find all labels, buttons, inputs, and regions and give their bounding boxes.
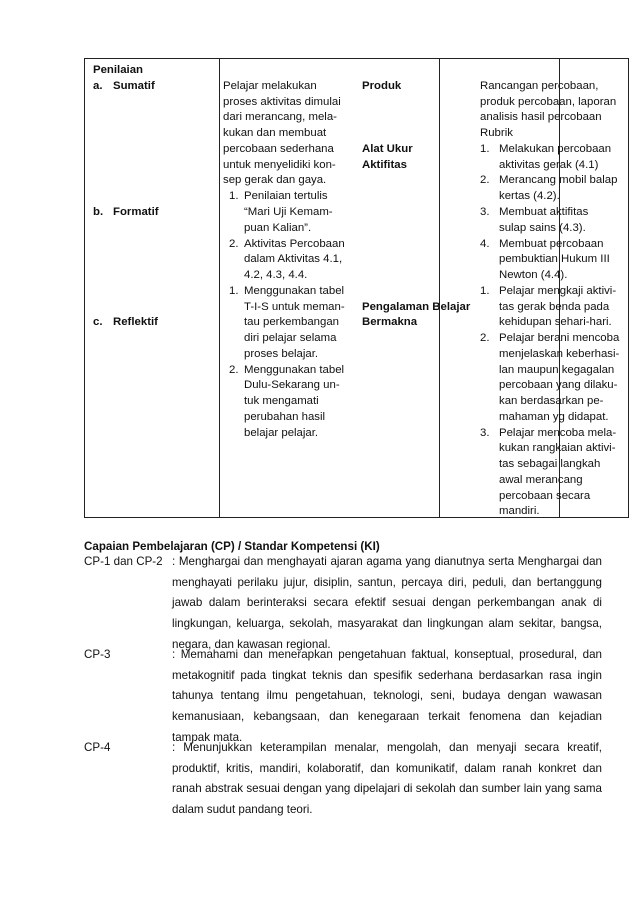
- list-number: 2.: [480, 332, 490, 344]
- alat-ukur-label: Alat Ukur: [362, 143, 413, 155]
- list-number: 3.: [480, 206, 490, 218]
- produk-label: Produk: [362, 80, 402, 92]
- list-number: 4.: [480, 238, 490, 250]
- list-item-line: mahaman yg didapat.: [499, 411, 609, 423]
- bermakna-label: Bermakna: [362, 316, 418, 328]
- text-line: proses aktivitas dimulai: [223, 96, 341, 108]
- table-column-assessment-type: [85, 59, 220, 517]
- list-item-line: pembuktian Hukum III: [499, 253, 610, 265]
- cp-line: negara, dan kawasan regional.: [172, 637, 331, 651]
- list-item-line: Penilaian tertulis: [244, 190, 328, 202]
- list-item-line: Dulu-Sekarang un-: [244, 379, 340, 391]
- list-number: 2.: [229, 238, 239, 250]
- list-item-line: tas gerak benda pada: [499, 301, 610, 313]
- item-label: Formatif: [113, 206, 159, 218]
- list-item-line: T-I-S untuk meman-: [244, 301, 345, 313]
- list-item-line: Membuat aktifitas: [499, 206, 589, 218]
- list-item-line: Aktivitas Percobaan: [244, 238, 345, 250]
- list-item-line: Pelajar mengkaji aktivi-: [499, 285, 617, 297]
- list-item-line: kehidupan sehari-hari.: [499, 316, 612, 328]
- cp-line: lingkungan, keluarga, sekolah, masyarakat dan lingkungan alam sekitar, bangsa,: [172, 617, 602, 631]
- list-number: 3.: [480, 427, 490, 439]
- list-item-line: perubahan hasil: [244, 411, 326, 423]
- text-line: Rancangan percobaan,: [480, 80, 599, 92]
- list-item-line: Merancang mobil balap: [499, 174, 618, 186]
- list-item-line: Menggunakan tabel: [244, 285, 345, 297]
- cp-code: CP-4: [84, 741, 111, 754]
- cp-line: kemanusiaan, kebangsaan, dan kenegaraan terkait fenomena dan kejadian: [172, 710, 602, 724]
- list-item-line: “Mari Uji Kemam-: [244, 206, 333, 218]
- list-item-line: Melakukan percobaan: [499, 143, 612, 155]
- list-item-line: kukan rangkaian aktivi-: [499, 442, 616, 454]
- cp-line: dalam sudut pandang teori.: [172, 803, 313, 817]
- list-number: 1.: [480, 285, 490, 297]
- list-item-line: puan Kalian”.: [244, 222, 312, 234]
- cp-section-title: Capaian Pembelajaran (CP) / Standar Kompetensi (KI): [84, 540, 380, 553]
- list-number: 2.: [229, 364, 239, 376]
- list-number: 1.: [229, 285, 239, 297]
- aktifitas-label: Aktifitas: [362, 159, 407, 171]
- text-line: Pelajar melakukan: [223, 80, 317, 92]
- assessment-item-reflektif: [93, 315, 158, 331]
- list-item-line: sulap sains (4.3).: [499, 222, 586, 234]
- cp-code: CP-3: [84, 648, 111, 661]
- list-item-line: tas sebagai langkah: [499, 458, 601, 470]
- text-line: kukan dan membuat: [223, 127, 327, 139]
- cp-line: produktif, kritis, mandiri, kolaboratif, dan komunikatif, dalam ranah konkret dan: [172, 761, 602, 775]
- text-line: dari merancang, mela-: [223, 111, 337, 123]
- cp-line: jawab dalam berinteraksi secara efektif sesuai dengan perkembangan anak di: [172, 596, 602, 610]
- cp-description: [172, 552, 602, 655]
- pengalaman-belajar-label: Pengalaman Belajar: [362, 301, 471, 313]
- cp-line: tampak mata.: [172, 730, 243, 744]
- list-item-line: mandiri.: [499, 505, 540, 517]
- item-label: Reflektif: [113, 316, 158, 328]
- cp-line: tahunya tentang ilmu pengetahuan, teknologi, seni, budaya dengan wawasan: [172, 689, 602, 703]
- list-item-line: Menggunakan tabel: [244, 364, 345, 376]
- list-item-line: percobaan yang dilaku-: [499, 379, 618, 391]
- list-number: 1.: [480, 143, 490, 155]
- list-item-line: Membuat percobaan: [499, 238, 604, 250]
- list-item-line: Pelajar mencoba mela-: [499, 427, 617, 439]
- list-number: 1.: [229, 190, 239, 202]
- text-line: sep gerak dan gaya.: [223, 174, 327, 186]
- list-item-line: awal merancang: [499, 474, 583, 486]
- list-item-line: tau perkembangan: [244, 316, 339, 328]
- penilaian-heading: Penilaian: [93, 64, 144, 76]
- text-line: untuk menyelidiki kon-: [223, 159, 336, 171]
- list-item-line: menjelaskan keberhasi-: [499, 348, 620, 360]
- cp-line: metakognitif pada tingkat teknis dan spesifik sederhana berdasarkan rasa ingin: [172, 668, 602, 682]
- cp-line: : Menunjukkan keterampilan menalar, mengolah, dan menyaji secara kreatif,: [172, 741, 602, 754]
- item-label: Sumatif: [113, 80, 155, 92]
- cp-line: : Memahami dan menerapkan pengetahuan faktual, konseptual, prosedural, dan: [172, 648, 602, 661]
- list-item-line: kertas (4.2).: [499, 190, 560, 202]
- list-item-line: aktivitas gerak (4.1): [499, 159, 599, 171]
- list-item-line: Newton (4.4).: [499, 269, 568, 281]
- list-item-line: Pelajar berani mencoba: [499, 332, 620, 344]
- list-number: 2.: [480, 174, 490, 186]
- text-line: produk percobaan, laporan: [480, 96, 617, 108]
- list-item-line: lan maupun kegagalan: [499, 364, 615, 376]
- list-item-line: dalam Aktivitas 4.1,: [244, 253, 343, 265]
- cp-line: menghayati perilaku jujur, disiplin, santun, percaya diri, peduli, dan bertanggung: [172, 575, 602, 589]
- item-marker: b.: [93, 206, 104, 218]
- cp-line: : Menghargai dan menghayati ajaran agama yang dianutnya serta Menghargai dan: [172, 555, 602, 568]
- text-line: Rubrik: [480, 127, 513, 139]
- cp-description: [172, 645, 602, 748]
- cp-code: CP-1 dan CP-2: [84, 555, 163, 568]
- list-item-line: 4.2, 4.3, 4.4.: [244, 269, 308, 281]
- list-item-line: percobaan secara: [499, 490, 591, 502]
- assessment-item-sumatif: [93, 79, 155, 95]
- list-item-line: belajar pelajar.: [244, 427, 319, 439]
- list-item-line: proses belajar.: [244, 348, 319, 360]
- list-item-line: tuk mengamati: [244, 395, 319, 407]
- text-line: analisis hasil percobaan: [480, 111, 602, 123]
- cp-line: ranah abstrak sesuai dengan yang dipelajari di sekolah dan sumber lain yang sama: [172, 782, 602, 796]
- item-marker: c.: [93, 316, 103, 328]
- cp-description: [172, 738, 602, 821]
- list-item-line: kan berdasarkan pe-: [499, 395, 604, 407]
- text-line: percobaan sederhana: [223, 143, 334, 155]
- item-marker: a.: [93, 80, 103, 92]
- assessment-item-formatif: [93, 205, 159, 221]
- list-item-line: diri pelajar selama: [244, 332, 337, 344]
